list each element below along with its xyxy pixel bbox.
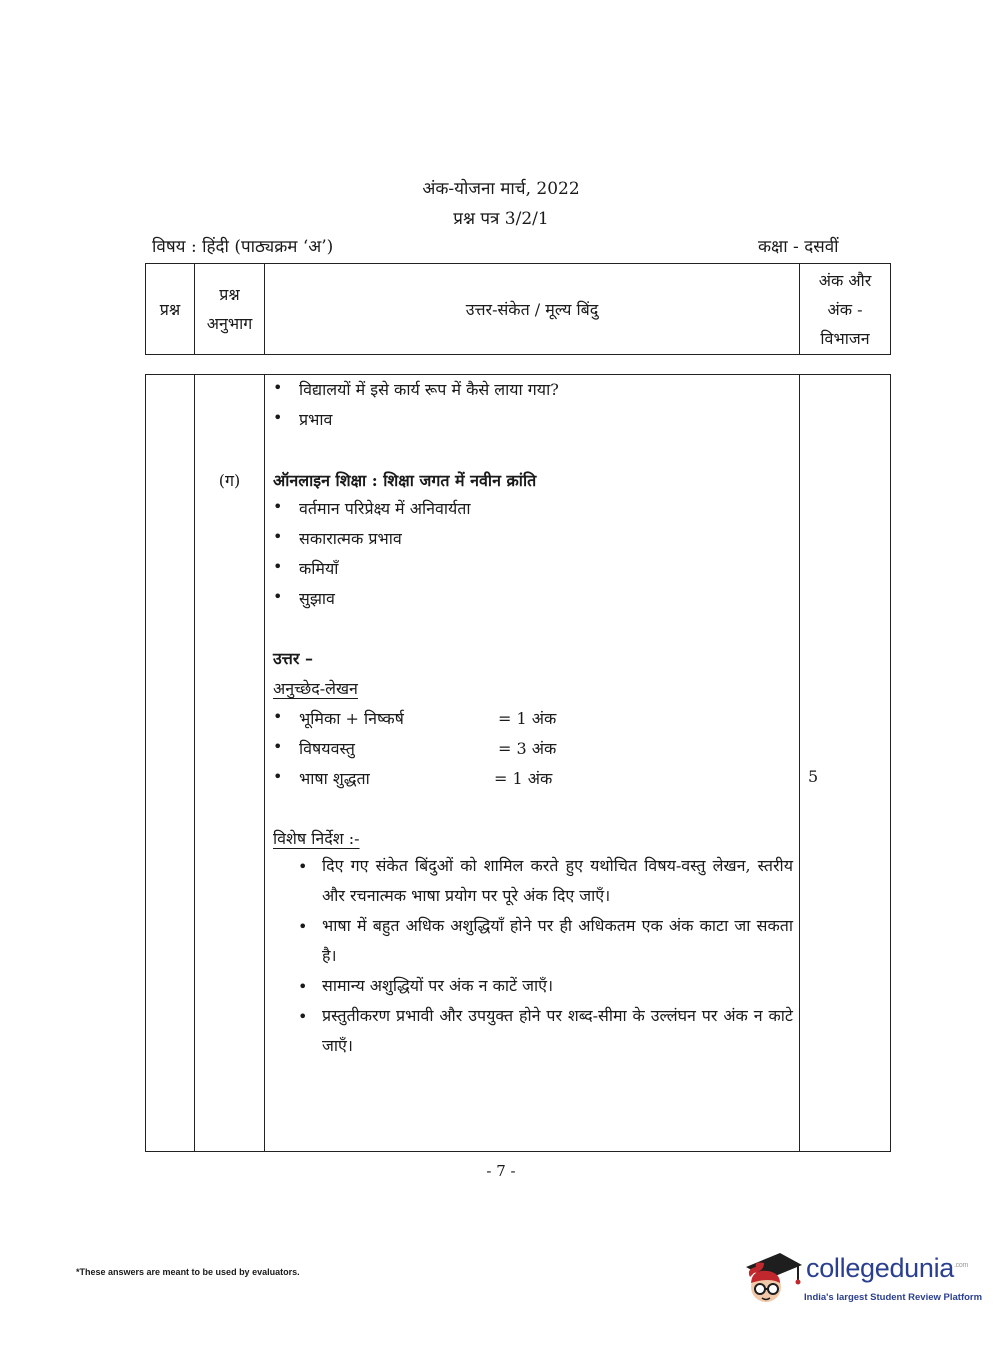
page-number: - 7 -	[486, 1162, 516, 1180]
paragraph-heading: अनुच्छेद-लेखन	[273, 679, 358, 698]
marking-value: = 1 अंक	[498, 709, 557, 728]
total-marks: 5	[808, 767, 819, 786]
brand-tagline: India's largest Student Review Platform	[804, 1292, 983, 1303]
footnote: *These answers are meant to be used by evaluators.	[76, 1267, 300, 1277]
bullet: •	[298, 977, 308, 996]
header-question: प्रश्न	[159, 299, 181, 319]
collegedunia-logo[interactable]	[740, 1243, 983, 1315]
instruction-item: सामान्य अशुद्धियों पर अंक न काटें जाएँ।	[322, 976, 554, 995]
header-section: प्रश्न अनुभाग	[206, 285, 253, 333]
header-answer: उत्तर-संकेत / मूल्य बिंदु	[465, 299, 599, 319]
marking-value: = 3 अंक	[498, 739, 557, 758]
table-header	[145, 263, 891, 355]
subject-label: विषय : हिंदी (पाठ्यक्रम ‘अ’)	[152, 237, 334, 257]
header-marks: अंक और अंक - विभाजन	[818, 270, 872, 348]
mascot-icon	[740, 1247, 804, 1311]
instructions-heading: विशेष निर्देश :-	[273, 829, 360, 848]
paper-code: प्रश्न पत्र 3/2/1	[453, 209, 549, 229]
bullet: •	[298, 1007, 308, 1026]
answer-label: उत्तर –	[273, 649, 313, 668]
instruction-item: प्रस्तुतीकरण प्रभावी और उपयुक्त होने पर शब्द-सीमा के उल्लंघन पर अंक न काटे जाएँ।	[322, 1006, 793, 1055]
bullet: •	[298, 857, 308, 876]
marking-value: = 1 अंक	[494, 769, 553, 788]
instruction-item: भाषा में बहुत अधिक अशुद्धियाँ होने पर ही अधिकतम एक अंक काटा जा सकता है।	[322, 916, 793, 965]
scheme-title: अंक-योजना मार्च, 2022	[422, 179, 580, 199]
class-label: कक्षा - दसवीं	[758, 237, 839, 257]
topic-heading: ऑनलाइन शिक्षा : शिक्षा जगत में नवीन क्रांति	[273, 471, 537, 490]
table-body: • विद्यालयों में इसे कार्य रूप में कैसे लाया गया? • प्रभाव (ग) ऑनलाइन शिक्षा : शिक्षा जगत में नवीन क्रांति • वर्तमान परिप्रेक्ष्य में अनिवार्यता • सकारात्मक प्रभाव • कमियाँ • सुझाव उत्तर – अनुच्छेद-लेखन • भूमिका + निष्कर्ष = 1 अंक • विषयवस्तु = 3 अंक • भाषा शुद्धता = 1 अंक 5 विशेष निर्देश :- • दिए गए संकेत बिंदुओं को शामिल करते हुए यथोचित विषय-वस्तु लेखन, स्तरीय और रचनात्मक भाषा प्रयोग पर पूरे अंक दिए जाएँ। • भाषा में बहुत अधिक अशुद्धियाँ होने पर ही अधिकतम एक अंक काटा जा सकता है। • सामान्य अशुद्धियों पर अंक न काटें जाएँ। • प्रस्तुतीकरण प्रभावी और उपयुक्त होने पर शब्द-सीमा के उल्लंघन पर अंक न काटे जाएँ।	[145, 374, 891, 1152]
bullet: •	[298, 917, 308, 936]
instruction-item: दिए गए संकेत बिंदुओं को शामिल करते हुए यथोचित विषय-वस्तु लेखन, स्तरीय और रचनात्मक भाषा प्रयोग पर पूरे अंक दिए जाएँ।	[322, 856, 793, 905]
section-label: (ग)	[218, 471, 241, 490]
brand-name: collegedunia$^{.com}$	[806, 1253, 969, 1283]
